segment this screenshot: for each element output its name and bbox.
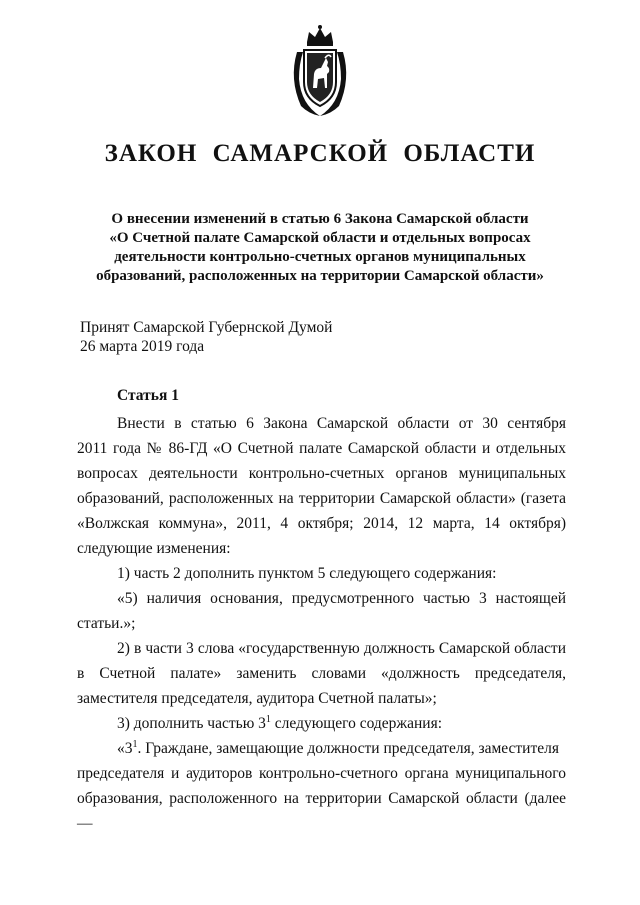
paragraph-line xyxy=(77,711,566,736)
paragraph-line: 1) часть 2 дополнить пунктом 5 следующего содержания: xyxy=(117,565,497,582)
paragraph-line: статьи.»; xyxy=(77,615,136,632)
adoption-info xyxy=(80,318,332,356)
subtitle-line: деятельности контрольно-счетных органов муниципальных xyxy=(114,249,526,265)
paragraph-line: «5) наличия основания, предусмотренного частью 3 настоящей xyxy=(117,590,566,607)
superscript: 1 xyxy=(265,713,271,725)
adoption-date: 26 марта 2019 года xyxy=(80,338,205,355)
paragraph-line: образований, расположенных на территории Самарской области» (газета xyxy=(77,490,566,507)
paragraph-line: «Волжская коммуна», 2011, 4 октября; 2014, 12 марта, 14 октября) xyxy=(77,515,566,532)
paragraph-line: председателя и аудиторов контрольно-счетного органа муниципального xyxy=(77,765,566,782)
subtitle-line: «О Счетной палате Самарской области и отдельных вопросах xyxy=(109,230,531,246)
law-title: ЗАКОН САМАРСКОЙ ОБЛАСТИ xyxy=(104,140,536,167)
text-fragment: . Граждане, замещающие должности председателя, заместителя xyxy=(137,740,559,757)
paragraph-line: следующие изменения: xyxy=(77,540,231,557)
paragraph-line: в Счетной палате» заменить словами «должность председателя, xyxy=(77,665,566,682)
paragraph-line: вопросах деятельности контрольно-счетных органов муниципальных xyxy=(77,465,566,482)
article-body xyxy=(77,411,566,832)
subtitle-line: образований, расположенных на территории Самарской области» xyxy=(96,268,544,284)
paragraph-line: 2) в части 3 слова «государственную должность Самарской области xyxy=(117,640,566,657)
subtitle-line: О внесении изменений в статью 6 Закона Самарской области xyxy=(111,211,529,227)
paragraph-line xyxy=(77,736,566,761)
adopted-by: Принят Самарской Губернской Думой xyxy=(80,319,333,336)
paragraph-line: 2011 года № 86-ГД «О Счетной палате Самарской области и отдельных xyxy=(77,440,566,457)
text-fragment: «3 xyxy=(117,740,133,757)
paragraph-line: заместителя председателя, аудитора Счетной палаты»; xyxy=(77,690,437,707)
article-heading: Статья 1 xyxy=(117,387,179,404)
superscript: 1 xyxy=(132,738,138,750)
paragraph-line: Внести в статью 6 Закона Самарской области от 30 сентября xyxy=(117,415,566,432)
coat-of-arms-emblem xyxy=(287,24,353,120)
law-subtitle xyxy=(60,210,580,286)
text-fragment: следующего содержания: xyxy=(270,715,443,732)
paragraph-line: образования, расположенного на территории Самарской области (далее — xyxy=(77,790,566,832)
text-fragment: 3) дополнить частью 3 xyxy=(117,715,266,732)
